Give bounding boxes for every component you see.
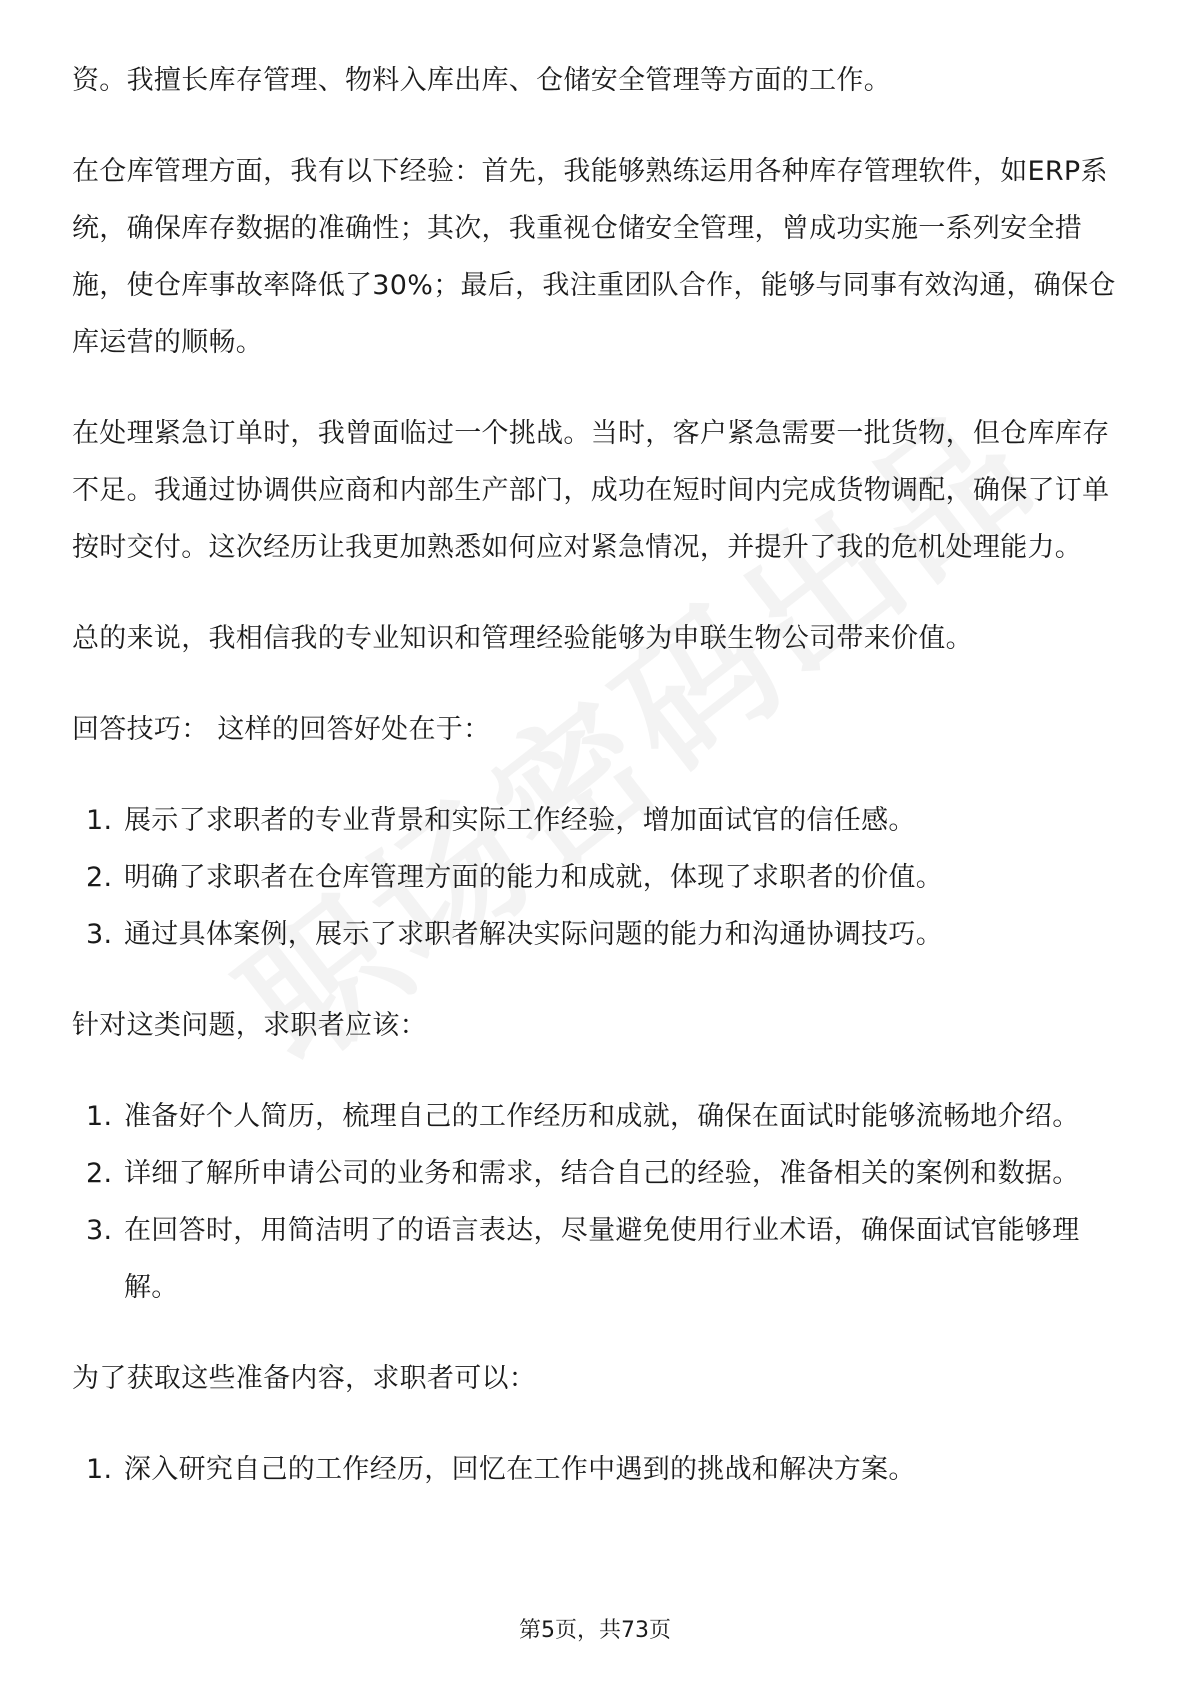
- prepare-list: [72, 1441, 1122, 1498]
- list-item: [72, 1441, 1122, 1498]
- list-number: 1.: [86, 1101, 113, 1132]
- list-item-text: 准备好个人简历，梳理自己的工作经历和成就，确保在面试时能够流畅地介绍。: [124, 1101, 1080, 1132]
- paragraph: 资。我擅长库存管理、物料入库出库、仓储安全管理等方面的工作。: [72, 65, 891, 96]
- page-number-footer: 第5页，共73页: [519, 1618, 671, 1643]
- list-number: 1.: [86, 1454, 113, 1485]
- section-heading: 回答技巧： 这样的回答好处在于：: [72, 714, 491, 745]
- list-item-text: 通过具体案例，展示了求职者解决实际问题的能力和沟通协调技巧。: [124, 919, 943, 950]
- list-item: [72, 849, 1122, 906]
- list-item: [72, 906, 1122, 963]
- section-heading: 为了获取这些准备内容，求职者可以：: [72, 1363, 537, 1394]
- list-item-text: 深入研究自己的工作经历，回忆在工作中遇到的挑战和解决方案。: [124, 1454, 916, 1485]
- list-number: 2.: [86, 862, 113, 893]
- document-body: [72, 52, 1122, 1532]
- list-item-text: 详细了解所申请公司的业务和需求，结合自己的经验，准备相关的案例和数据。: [124, 1158, 1080, 1189]
- tips-list: [72, 792, 1122, 963]
- list-item: [72, 1088, 1122, 1145]
- paragraph: 总的来说，我相信我的专业知识和管理经验能够为申联生物公司带来价值。: [72, 623, 973, 654]
- list-item: [72, 1202, 1122, 1316]
- paragraph: 在仓库管理方面，我有以下经验：首先，我能够熟练运用各种库存管理软件，如ERP系统，确保库存数据的准确性；其次，我重视仓储安全管理，曾成功实施一系列安全措施，使仓库事故率降低了30%；最后，我注重团队合作，能够与同事有效沟通，确保仓库运营的顺畅。: [72, 156, 1116, 358]
- list-item-text: 明确了求职者在仓库管理方面的能力和成就，体现了求职者的价值。: [124, 862, 943, 893]
- section-heading: 针对这类问题，求职者应该：: [72, 1010, 427, 1041]
- list-item-text: 在回答时，用简洁明了的语言表达，尽量避免使用行业术语，确保面试官能够理解。: [124, 1215, 1080, 1303]
- list-number: 1.: [86, 805, 113, 836]
- list-number: 2.: [86, 1158, 113, 1189]
- should-list: [72, 1088, 1122, 1316]
- list-item: [72, 1145, 1122, 1202]
- paragraph: 在处理紧急订单时，我曾面临过一个挑战。当时，客户紧急需要一批货物，但仓库库存不足。我通过协调供应商和内部生产部门，成功在短时间内完成货物调配，确保了订单按时交付。这次经历让我更加熟悉如何应对紧急情况，并提升了我的危机处理能力。: [72, 418, 1110, 563]
- list-item: [72, 792, 1122, 849]
- list-number: 3.: [86, 1215, 113, 1246]
- list-number: 3.: [86, 919, 113, 950]
- list-item-text: 展示了求职者的专业背景和实际工作经验，增加面试官的信任感。: [124, 805, 916, 836]
